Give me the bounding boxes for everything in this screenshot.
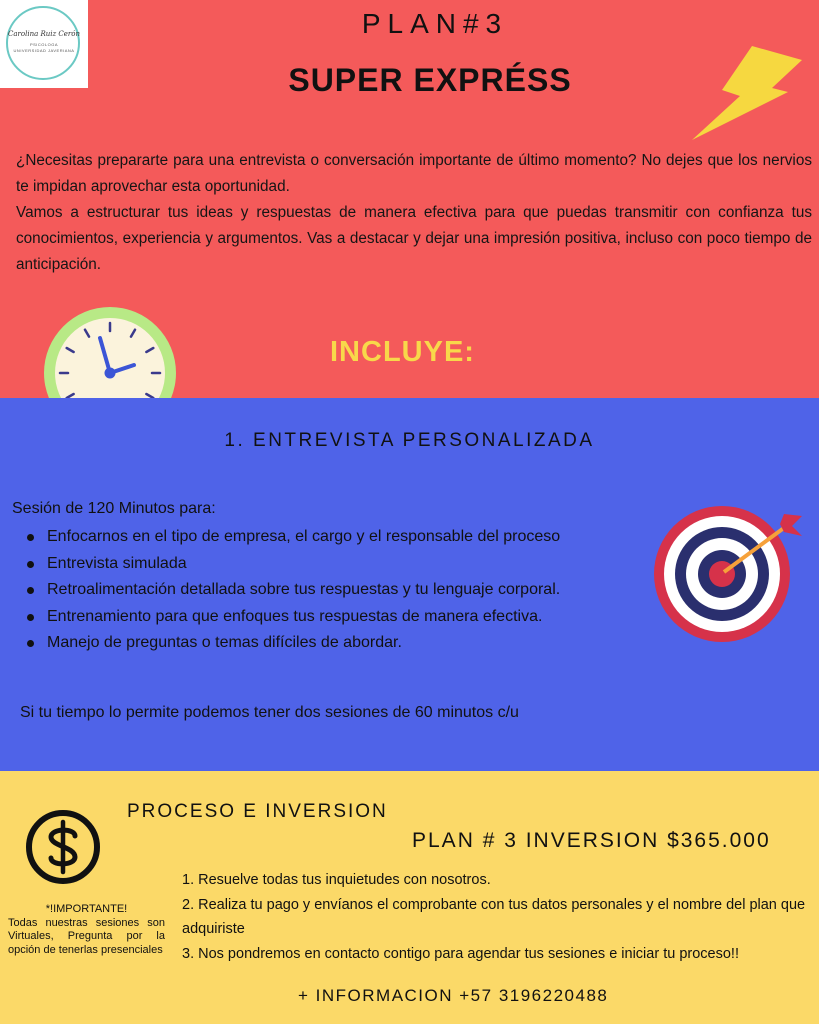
process-title: PROCESO E INVERSION xyxy=(127,801,388,822)
list-item: Manejo de preguntas o temas difíciles de abordar. xyxy=(14,630,560,657)
extra-note: Si tu tiempo lo permite podemos tener dos sesiones de 60 minutos c/u xyxy=(20,704,519,721)
list-item: Retroalimentación detallada sobre tus respuestas y tu lenguaje corporal. xyxy=(14,577,560,604)
intro-paragraph-2: Vamos a estructurar tus ideas y respuestas de manera efectiva para que puedas transmitir con confianza tus conocimientos, experiencia y argumentos. Vas a destacar y dejar una impresión positiva, incluso con poco tiempo de anticipación. xyxy=(16,204,812,273)
step-item: 3. Nos pondremos en contacto contigo para agendar tus sesiones e iniciar tu proceso!! xyxy=(182,945,739,962)
process-steps xyxy=(182,868,816,966)
step-item: 1. Resuelve todas tus inquietudes con nosotros. xyxy=(182,872,491,888)
important-body: Todas nuestras sesiones son Virtuales, Pregunta por la opción de tenerlas presenciales xyxy=(8,916,165,956)
includes-list xyxy=(14,524,560,657)
list-item: Entrevista simulada xyxy=(14,551,560,578)
step-item: 2. Realiza tu pago y envíanos el comprobante con tus datos personales y el nombre del plan que adquiriste xyxy=(182,896,806,937)
page-title: SUPER EXPRÉSS xyxy=(288,62,572,98)
important-note xyxy=(8,903,165,957)
contact-info: + INFORMACION +57 3196220488 xyxy=(298,986,609,1005)
lightning-icon xyxy=(690,44,802,140)
logo-line2: UNIVERSIDAD JAVERIANA xyxy=(13,48,75,53)
intro-text xyxy=(16,148,812,278)
incluye-heading: INCLUYE: xyxy=(330,336,475,368)
dollar-icon xyxy=(24,808,102,886)
session-label: Sesión de 120 Minutos para: xyxy=(12,500,216,517)
logo-line1: PSICOLOGA xyxy=(29,42,59,47)
list-item: Entrenamiento para que enfoques tus respuestas de manera efectiva. xyxy=(14,604,560,631)
plan-title: PLAN#3 xyxy=(361,8,509,39)
plan-price: PLAN # 3 INVERSION $365.000 xyxy=(412,829,771,852)
target-icon xyxy=(652,502,802,652)
interview-title: 1. ENTREVISTA PERSONALIZADA xyxy=(224,430,595,451)
intro-paragraph-1: ¿Necesitas prepararte para una entrevista o conversación importante de último momento? No dejes que los nervios te impidan aprovechar esta oportunidad. xyxy=(16,152,812,195)
list-item: Enfocarnos en el tipo de empresa, el cargo y el responsable del proceso xyxy=(14,524,560,551)
important-title: *!IMPORTANTE! xyxy=(45,903,128,915)
logo-name: Carolina Ruiz Cerón xyxy=(8,30,80,38)
red-section xyxy=(0,0,819,398)
logo xyxy=(0,0,88,88)
